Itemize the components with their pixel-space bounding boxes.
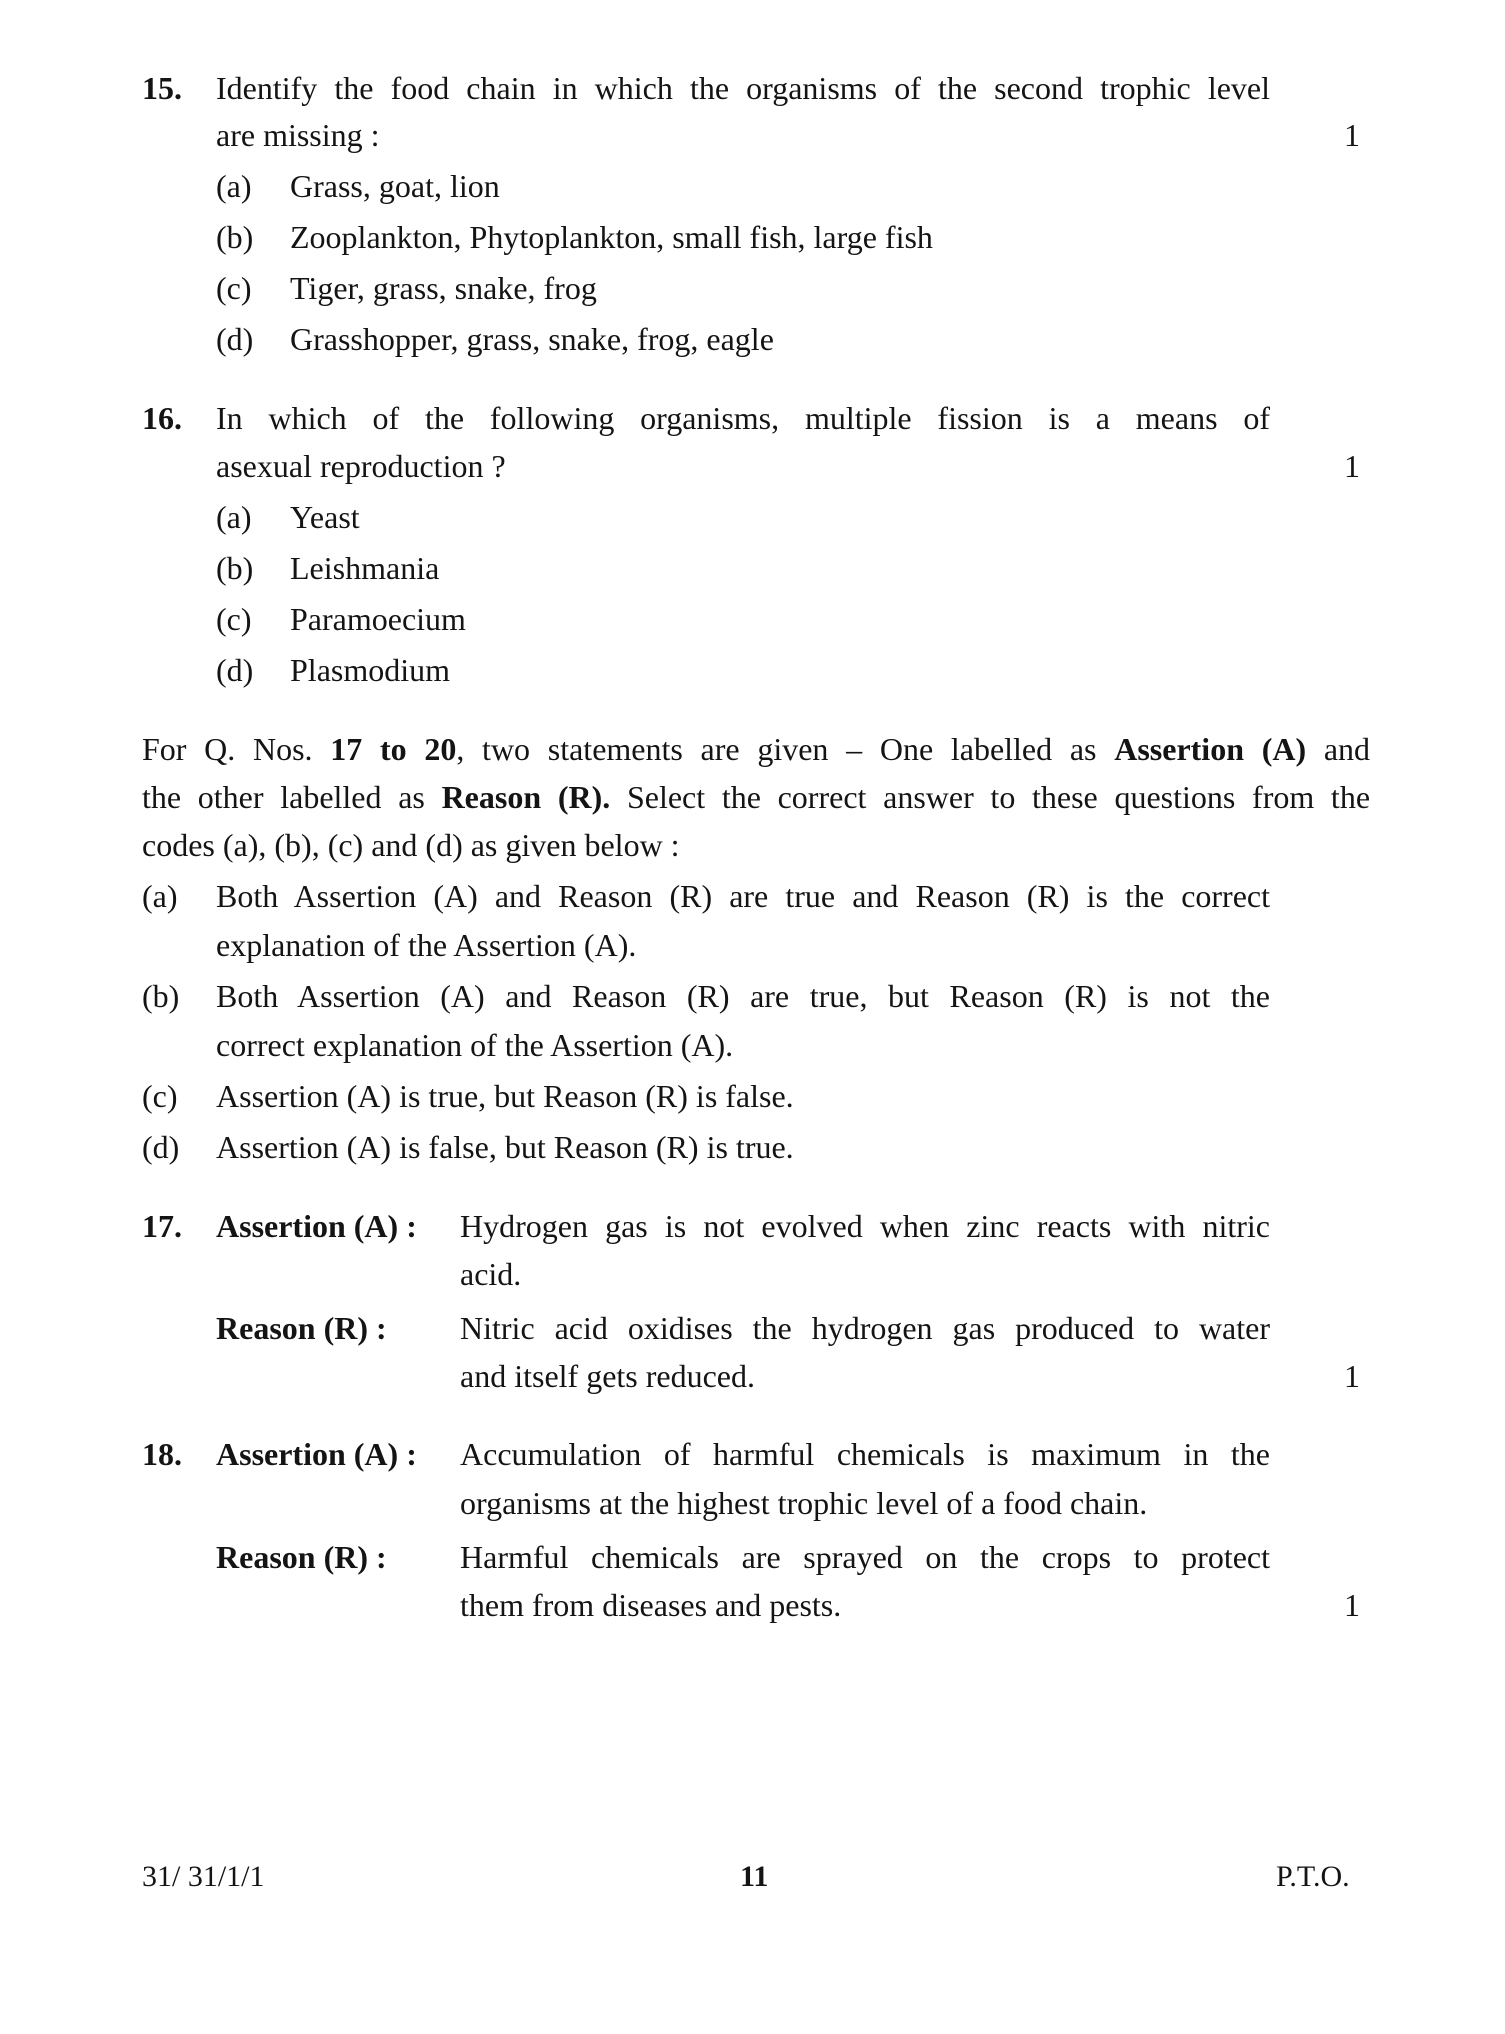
option-text: Paramoecium — [290, 601, 466, 637]
code-label: (d) — [142, 1129, 180, 1165]
question-number: 16. — [142, 400, 182, 436]
option-label: (b) — [216, 550, 254, 586]
code-text-line1: Both Assertion (A) and Reason (R) are true and Reason (R) is the correct — [216, 878, 1270, 914]
pto-label: P.T.O. — [1276, 1860, 1350, 1893]
option-text: Plasmodium — [290, 652, 451, 688]
reason-text-line2: them from diseases and pests. — [460, 1587, 842, 1623]
option-label: (a) — [216, 168, 252, 204]
page-number: 11 — [740, 1860, 769, 1893]
reason-text-line2: and itself gets reduced. — [460, 1358, 755, 1394]
code-label: (b) — [142, 978, 180, 1014]
question-marks: 1 — [1344, 448, 1360, 484]
question-text-line1: Identify the food chain in which the organisms of the second trophic level — [216, 70, 1270, 106]
assertion-label: Assertion (A) : — [216, 1436, 417, 1472]
assertion-text-line2: organisms at the highest trophic level of a food chain. — [460, 1485, 1148, 1521]
question-text-line2: are missing : — [216, 117, 380, 153]
option-label: (b) — [216, 219, 254, 255]
option-text: Zooplankton, Phytoplankton, small fish, large fish — [290, 219, 933, 255]
assertion-text-line1: Accumulation of harmful chemicals is maximum in the — [460, 1436, 1270, 1472]
question-number: 17. — [142, 1208, 182, 1244]
code-text-line1: Assertion (A) is true, but Reason (R) is false. — [216, 1078, 794, 1114]
option-text: Yeast — [290, 499, 360, 535]
instruction-line3: codes (a), (b), (c) and (d) as given below : — [142, 827, 680, 863]
assertion-text-line1: Hydrogen gas is not evolved when zinc reacts with nitric — [460, 1208, 1270, 1244]
instruction-line2: the other labelled as Reason (R). Select the correct answer to these questions from the — [142, 779, 1371, 815]
code-text-line2: correct explanation of the Assertion (A). — [216, 1027, 734, 1063]
question-marks: 1 — [1344, 1358, 1360, 1394]
question-text-line2: asexual reproduction ? — [216, 448, 506, 484]
instruction-line1: For Q. Nos. 17 to 20, two statements are given – One labelled as Assertion (A) and — [142, 731, 1371, 767]
reason-text-line1: Nitric acid oxidises the hydrogen gas produced to water — [460, 1310, 1270, 1346]
option-label: (a) — [216, 499, 252, 535]
reason-label: Reason (R) : — [216, 1539, 387, 1575]
option-label: (d) — [216, 652, 254, 688]
paper-code: 31/ 31/1/1 — [142, 1860, 265, 1893]
code-text-line1: Both Assertion (A) and Reason (R) are true, but Reason (R) is not the — [216, 978, 1270, 1014]
question-number: 18. — [142, 1436, 182, 1472]
option-text: Grasshopper, grass, snake, frog, eagle — [290, 321, 774, 357]
option-text: Grass, goat, lion — [290, 168, 500, 204]
option-label: (c) — [216, 601, 252, 637]
code-text-line1: Assertion (A) is false, but Reason (R) is true. — [216, 1129, 794, 1165]
reason-label: Reason (R) : — [216, 1310, 387, 1346]
code-label: (c) — [142, 1078, 178, 1114]
assertion-label: Assertion (A) : — [216, 1208, 417, 1244]
question-number: 15. — [142, 70, 182, 106]
option-label: (c) — [216, 270, 252, 306]
code-label: (a) — [142, 878, 178, 914]
question-marks: 1 — [1344, 117, 1360, 153]
option-text: Leishmania — [290, 550, 440, 586]
question-text-line1: In which of the following organisms, multiple fission is a means of — [216, 400, 1270, 436]
option-text: Tiger, grass, snake, frog — [290, 270, 597, 306]
assertion-text-line2: acid. — [460, 1256, 522, 1292]
question-marks: 1 — [1344, 1587, 1360, 1623]
reason-text-line1: Harmful chemicals are sprayed on the crops to protect — [460, 1539, 1270, 1575]
code-text-line2: explanation of the Assertion (A). — [216, 927, 637, 963]
option-label: (d) — [216, 321, 254, 357]
